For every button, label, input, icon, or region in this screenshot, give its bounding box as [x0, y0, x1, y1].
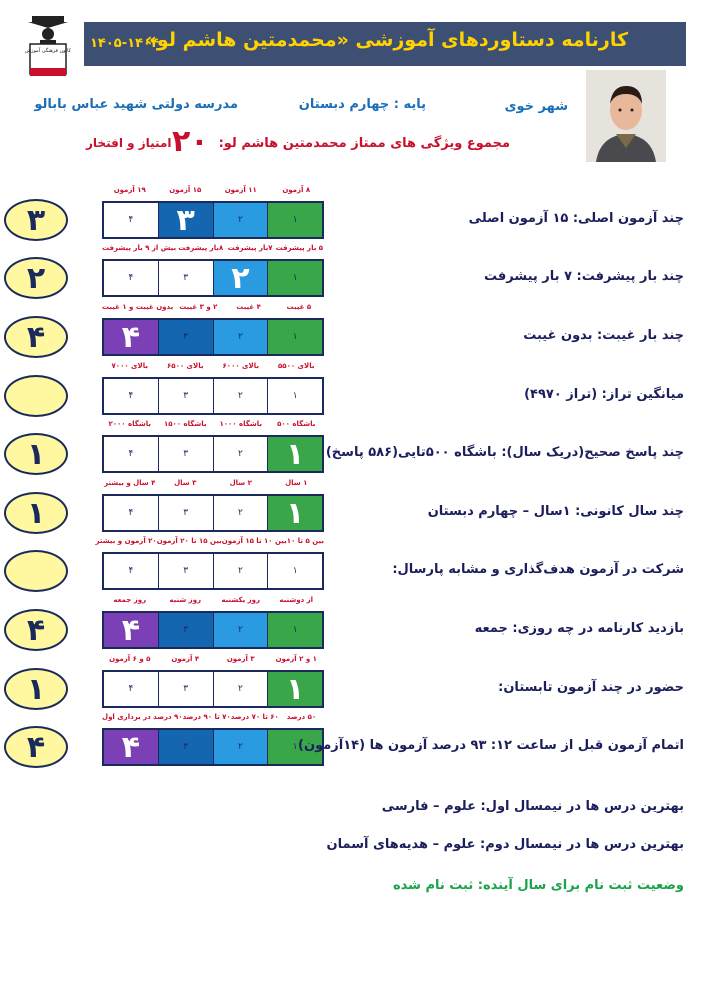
row-headers: [102, 479, 324, 493]
logo: [22, 14, 74, 80]
score-cell: ۳: [158, 554, 213, 588]
score-cell: ۲: [213, 437, 268, 471]
row-header-label: بین ۱۰ تا ۱۵ آزمون: [221, 537, 287, 545]
row-score-circle: [4, 375, 68, 417]
row-header-label: بیش از ۹ بار پیشرفت: [102, 244, 177, 252]
score-cell: ۱: [267, 261, 322, 295]
score-cell: ۲: [213, 672, 268, 706]
row-header-label: ۲ و ۳ غیبت: [179, 303, 218, 311]
row-score-circle: ۴: [4, 316, 68, 358]
city-label: شهر خوی: [504, 99, 568, 114]
score-cell: ۳: [158, 437, 213, 471]
row-question: حضور در چند آزمون تابستان:: [498, 680, 684, 695]
row-header-label: بالای ۶۰۰۰: [222, 362, 259, 370]
score-cell: ۳: [158, 203, 213, 237]
row-header-label: باشگاه ۱۰۰۰: [219, 420, 262, 428]
row-question: بازدید کارنامه در چه روزی: جمعه: [474, 621, 684, 636]
page-title: کارنامه دستاوردهای آموزشی «محمدمتین هاشم لو»: [144, 29, 628, 51]
row-score-circle: ۱: [4, 433, 68, 475]
score-cell: ۲: [213, 554, 268, 588]
row-header-label: روز یکشنبه: [221, 596, 261, 604]
row-header-label: بین ۵ تا ۱۰: [286, 537, 324, 545]
row-header-label: بدون غیبت و ۱ غیبت: [102, 303, 174, 311]
row-headers: [102, 655, 324, 669]
score-cell: ۴: [104, 730, 158, 764]
score-cell: ۳: [158, 496, 213, 530]
row-header-label: ۲۰ آزمون و بیشتر: [95, 537, 157, 545]
row-header-label: ۴ آزمون: [171, 655, 200, 663]
score-cell: ۱: [267, 437, 322, 471]
row-header-label: باشگاه ۱۵۰۰: [163, 420, 207, 428]
row-headers: [102, 244, 324, 258]
row-header-label: ۷۰ تا ۹۰ درصد: [182, 713, 231, 721]
row-header-label: بین ۱۵ تا ۲۰ آزمون: [156, 537, 222, 545]
score-cell: ۲: [213, 379, 268, 413]
student-photo: [586, 70, 666, 162]
score-cell: ۲: [213, 261, 268, 295]
logo-text: کانون فرهنگی آموزش: [24, 48, 72, 54]
row-header-label: باشگاه ۲۰۰۰: [108, 420, 151, 428]
row-score-circle: ۱: [4, 668, 68, 710]
school-label: مدرسه دولتی شهید عباس بابالو: [34, 97, 238, 112]
row-header-label: ۴ غیبت: [236, 303, 261, 311]
score-cell: ۱: [267, 379, 322, 413]
row-header-label: ۸بار پیشرفت: [178, 244, 224, 252]
score-cell: ۳: [158, 730, 213, 764]
score-cell: ۴: [104, 320, 158, 354]
total-label: مجموع ویژگی های ممتاز محمدمتین هاشم لو:: [218, 136, 510, 151]
row-header-label: بالای ۶۵۰۰: [167, 362, 204, 370]
row-header-label: ۳ آزمون: [226, 655, 255, 663]
row-header-label: روز شنبه: [169, 596, 202, 604]
score-cell: ۳: [158, 672, 213, 706]
score-cell: ۴: [104, 261, 158, 295]
row-header-label: ۱ سال: [285, 479, 308, 487]
row-question: چند آزمون اصلی: ۱۵ آزمون اصلی: [468, 211, 684, 226]
score-grid: [102, 201, 324, 239]
row-header-label: ۱۵ آزمون: [169, 186, 202, 194]
score-cell: ۱: [267, 730, 322, 764]
row-question: میانگین تراز: (تراز ۴۹۷۰): [524, 387, 684, 402]
row-header-label: ۷بار پیشرفت: [227, 244, 273, 252]
row-header-label: ۶۰ تا ۷۰ درصد: [230, 713, 279, 721]
score-cell: ۲: [213, 496, 268, 530]
row-header-label: بالای ۵۵۰۰: [278, 362, 315, 370]
total-score: ۲۰: [172, 124, 209, 159]
row-header-label: ۹۰ درصد در برداری اول: [102, 713, 183, 721]
row-header-label: بالای ۷۰۰۰: [111, 362, 148, 370]
row-header-label: ۵ بار پیشرفت: [275, 244, 324, 252]
score-grid: [102, 728, 324, 766]
score-grid: [102, 670, 324, 708]
best-subjects-second: بهترین درس ها در نیمسال دوم: علوم – هدیه‌های آسمان: [326, 837, 684, 852]
row-question: چند پاسخ صحیح(دریک سال): باشگاه ۵۰۰تایی(۵۸۶ پاسخ): [325, 445, 684, 460]
score-grid: [102, 552, 324, 590]
score-cell: ۴: [104, 203, 158, 237]
score-cell: ۴: [104, 554, 158, 588]
row-score-circle: ۴: [4, 726, 68, 768]
best-subjects-first: بهترین درس ها در نیمسال اول: علوم – فارسی: [381, 799, 684, 814]
row-header-label: ۱۹ آزمون: [113, 186, 146, 194]
score-cell: ۱: [267, 613, 322, 647]
score-cell: ۱: [267, 496, 322, 530]
row-header-label: ۱ و ۲ آزمون: [275, 655, 317, 663]
row-header-label: ۵ غیبت: [286, 303, 312, 311]
row-headers: [102, 362, 324, 376]
row-question: چند بار پیشرفت: ۷ بار پیشرفت: [483, 269, 684, 284]
score-cell: ۲: [213, 203, 268, 237]
score-cell: ۱: [267, 672, 322, 706]
score-cell: ۴: [104, 379, 158, 413]
score-cell: ۳: [158, 261, 213, 295]
score-cell: ۱: [267, 554, 322, 588]
row-header-label: ۳ سال: [174, 479, 197, 487]
score-cell: ۱: [267, 320, 322, 354]
row-header-label: روز جمعه: [113, 596, 147, 604]
score-cell: ۳: [158, 613, 213, 647]
row-headers: [102, 303, 324, 317]
score-label: امتیاز و افتخار: [86, 136, 172, 150]
row-headers: [102, 420, 324, 434]
row-header-label: از دوشنبه: [279, 596, 314, 604]
row-score-circle: ۴: [4, 609, 68, 651]
row-header-label: ۸ آزمون: [282, 186, 311, 194]
score-grid: [102, 377, 324, 415]
row-header-label: ۵ و ۶ آزمون: [109, 655, 151, 663]
score-cell: ۲: [213, 613, 268, 647]
score-grid: [102, 494, 324, 532]
score-cell: ۴: [104, 672, 158, 706]
row-header-label: ۴ سال و بیشتر: [104, 479, 156, 487]
score-cell: ۴: [104, 613, 158, 647]
row-score-circle: ۳: [4, 199, 68, 241]
score-cell: ۴: [104, 437, 158, 471]
row-headers: [102, 186, 324, 200]
grade-label: پایه : چهارم دبستان: [298, 97, 426, 112]
score-cell: ۳: [158, 320, 213, 354]
row-question: چند بار غیبت: بدون غیبت: [523, 328, 684, 343]
row-question: چند سال کانونی: ۱سال – چهارم دبستان: [427, 504, 684, 519]
score-cell: ۱: [267, 203, 322, 237]
row-header-label: ۲ سال: [229, 479, 252, 487]
score-cell: ۴: [104, 496, 158, 530]
score-grid: [102, 435, 324, 473]
score-cell: ۳: [158, 379, 213, 413]
score-cell: ۲: [213, 320, 268, 354]
score-grid: [102, 259, 324, 297]
row-headers: [102, 713, 324, 727]
row-question: شرکت در آزمون هدف‌گذاری و مشابه پارسال:: [392, 562, 684, 577]
row-headers: [95, 537, 324, 551]
row-score-circle: ۱: [4, 492, 68, 534]
row-question: اتمام آزمون قبل از ساعت ۱۲: ۹۳ درصد آزمون ها (۱۴آزمون): [298, 738, 684, 753]
row-header-label: باشگاه ۵۰۰: [277, 420, 316, 428]
row-score-circle: [4, 550, 68, 592]
registration-status: وضعیت ثبت نام برای سال آینده: ثبت نام شده: [392, 878, 684, 893]
row-score-circle: ۲: [4, 257, 68, 299]
score-cell: ۲: [213, 730, 268, 764]
row-header-label: ۱۱ آزمون: [224, 186, 257, 194]
row-header-label: ۵۰ درصد: [286, 713, 317, 721]
row-headers: [102, 596, 324, 610]
score-grid: [102, 611, 324, 649]
score-grid: [102, 318, 324, 356]
header-years: ۱۴۰۵-۱۴۰۴: [90, 36, 159, 51]
